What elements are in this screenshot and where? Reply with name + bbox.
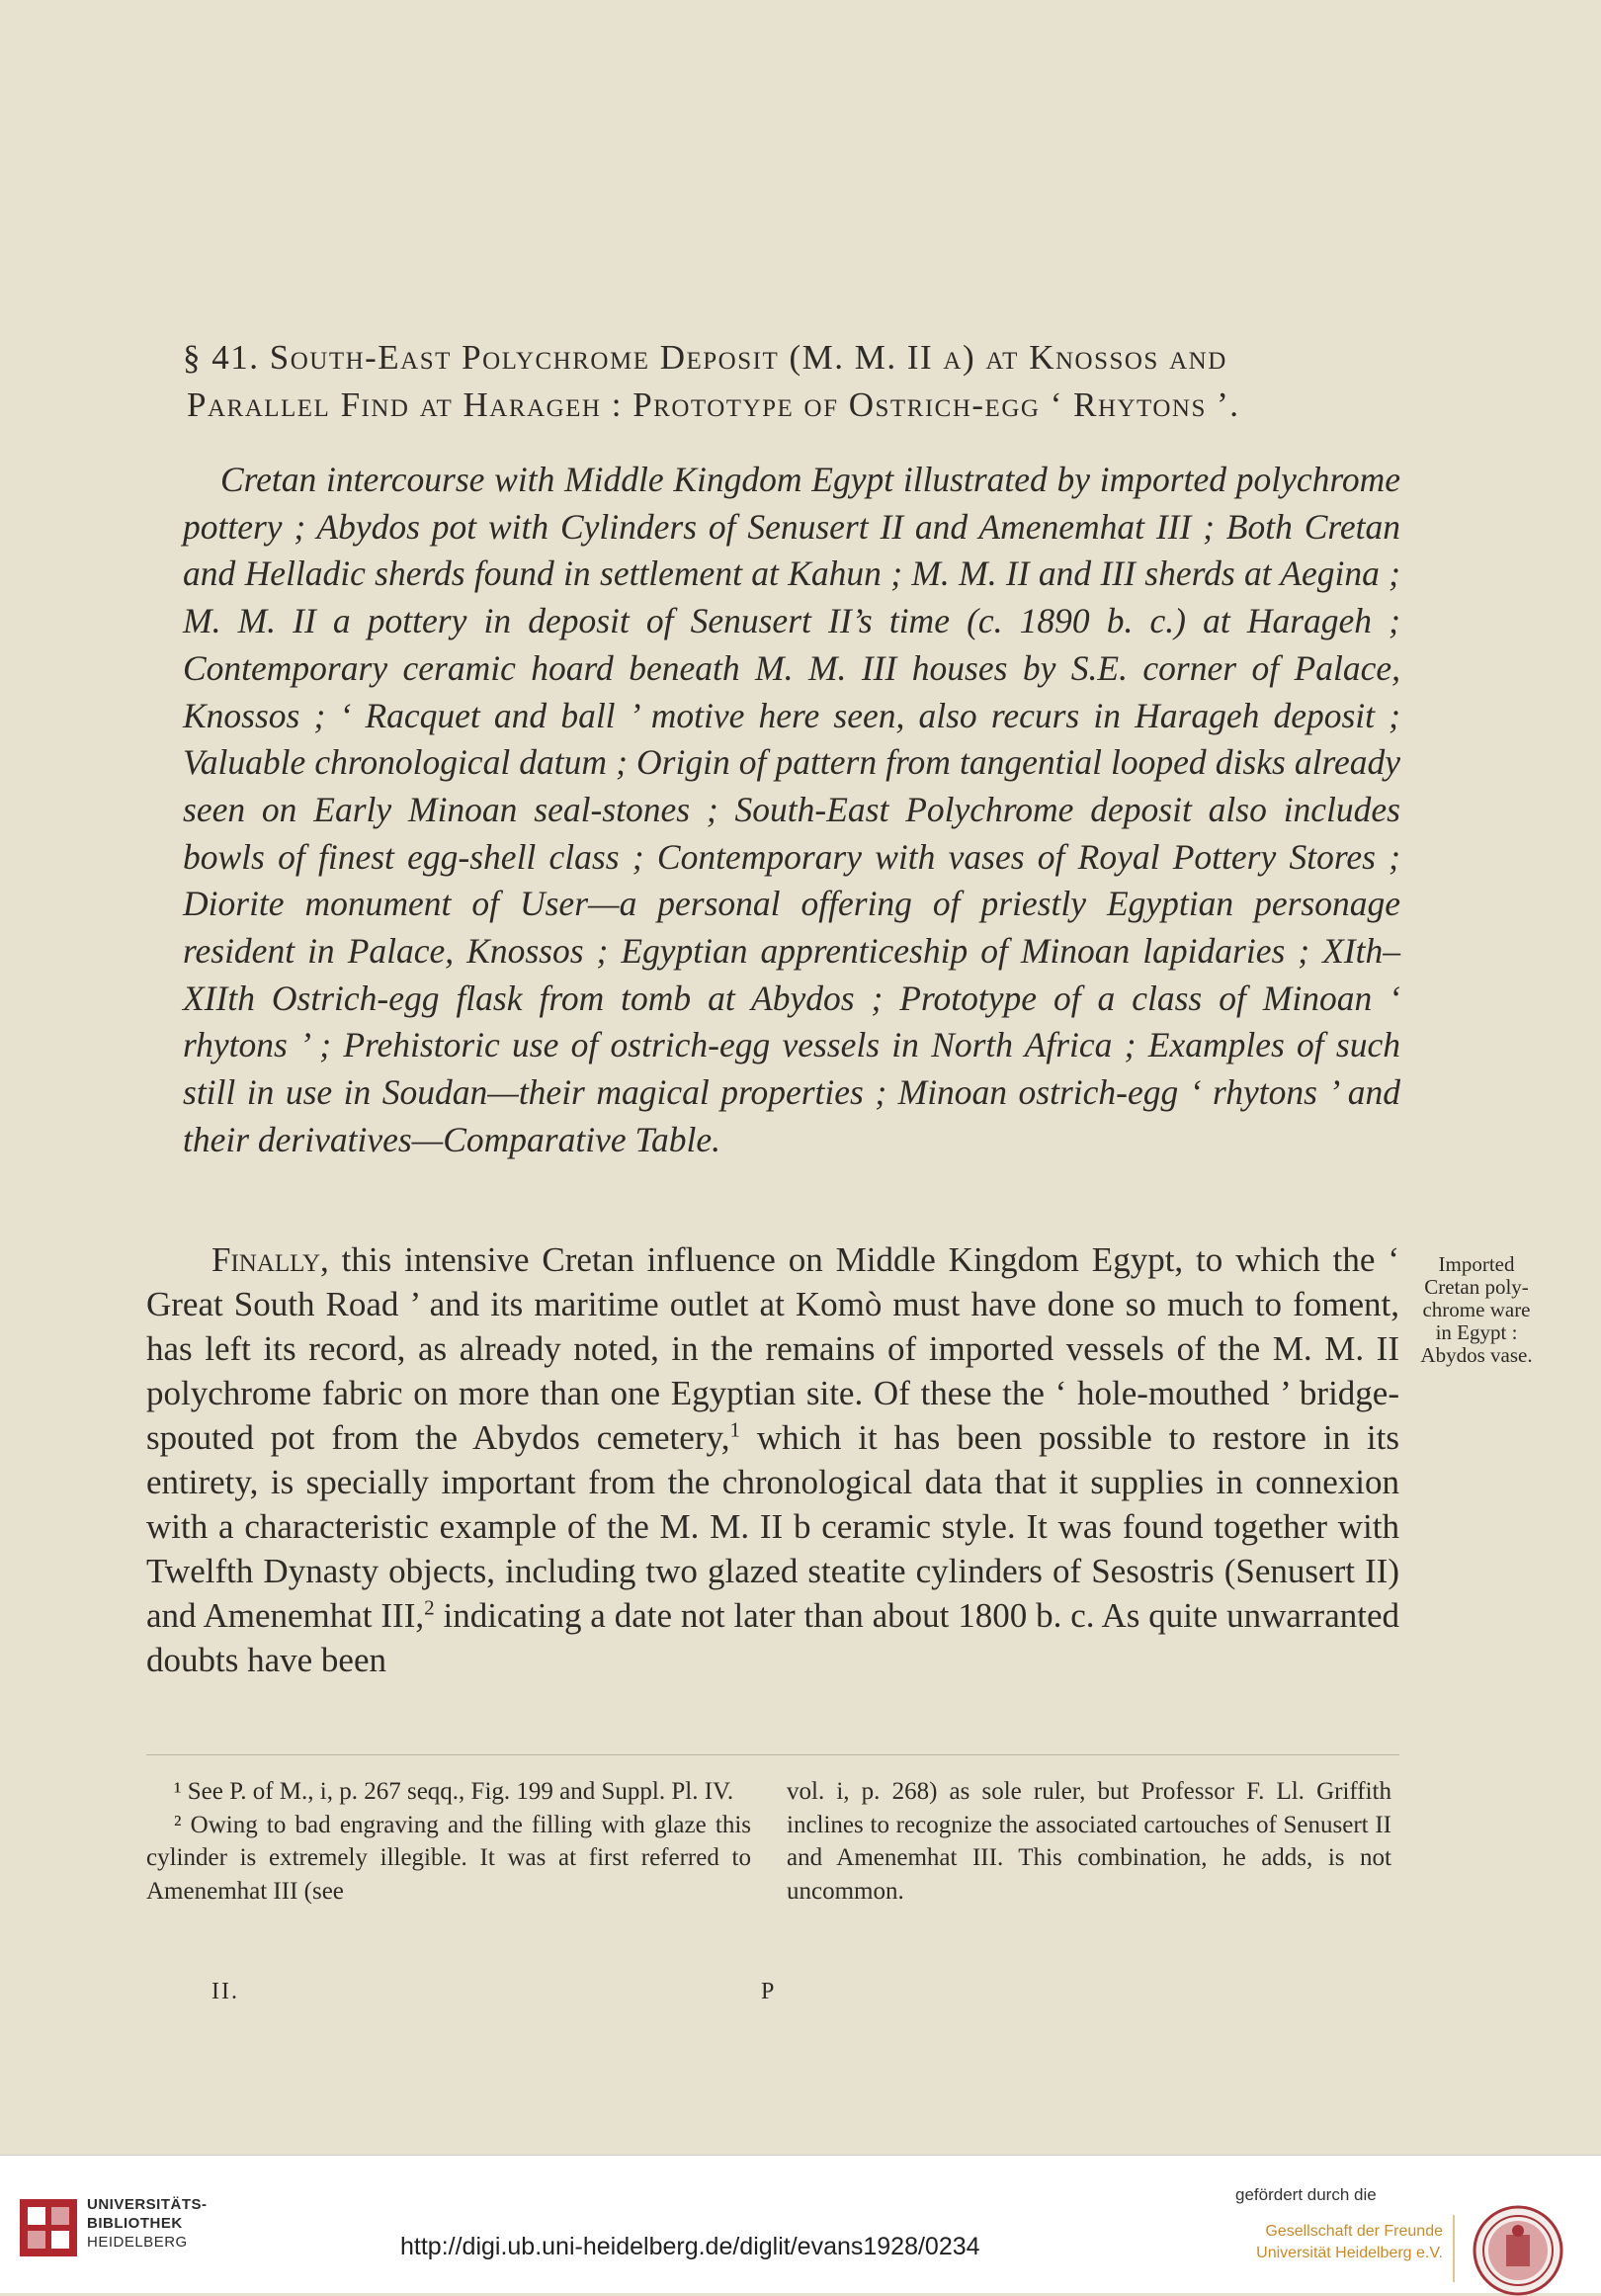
heading-line-2: Parallel Find at Harageh : Prototype of Ostrich-egg ‘ Rhytons ’. bbox=[187, 385, 1240, 424]
footnote-divider bbox=[146, 1754, 1399, 1755]
body-part-1: this intensive Cretan influence on Middle Kingdom Egypt, to which the ‘ Great South Road ’ and its maritime outlet at Komò must have done so much to foment, has left its record, as already noted, in the remains of imported vessels of the M. M. II polychrome fabric on more than one Egyptian site. Of these the ‘ hole-mouthed ’ bridge-spouted pot from the Abydos cemetery, bbox=[146, 1240, 1399, 1457]
sponsor-line-1: Gesellschaft der Freunde bbox=[1265, 2223, 1443, 2240]
body-paragraph bbox=[146, 1237, 1399, 1682]
section-summary: Cretan intercourse with Middle Kingdom Egypt illustrated by imported polychrome pottery ; Abydos pot with Cylinders of Senusert II and Amenemhat III ; Both Cretan and Helladic sherds found in settlement at Kahun ; M. M. II and III sherds at Aegina ; M. M. II a pottery in deposit of Senusert II’s time (c. 1890 b. c.) at Harageh ; Contemporary ceramic hoard beneath M. M. III houses by S.E. corner of Palace, Knossos ; ‘ Racquet and ball ’ motive here seen, also recurs in Harageh deposit ; Valuable chronological datum ; Origin of pattern from tangential looped disks already seen on Early Minoan seal-stones ; South-East Polychrome deposit also includes bowls of finest egg-shell class ; Contemporary with vases of Royal Pottery Stores ; Diorite monument of User—a personal offering of priestly Egyptian personage resident in Palace, Knossos ; Egyptian apprenticeship of Minoan lapidaries ; XIth–XIIth Ostrich-egg flask from tomb at Abydos ; Prototype of a class of Minoan ‘ rhytons ’ ; Prehistoric use of ostrich-egg vessels in North Africa ; Examples of such still in use in Soudan—their magical properties ; Minoan ostrich-egg ‘ rhytons ’ and their derivatives—Comparative Table. bbox=[183, 460, 1400, 1159]
library-name-line-2: BIBLIOTHEK bbox=[87, 2215, 183, 2232]
body-part-3: indicating a date not later than about 1800 b. c. As quite unwarranted doubts have been bbox=[146, 1596, 1399, 1679]
university-seal-icon[interactable] bbox=[1473, 2205, 1563, 2296]
signature-letter: P bbox=[761, 1979, 777, 2004]
footnote-2-continued: vol. i, p. 268) as sole ruler, but Professor F. Ll. Griffith inclines to recognize the associated cartouches of Senusert II and Amenemhat III. This combination, he adds, is not uncommon. bbox=[787, 1778, 1391, 1905]
body-part-2: which it has been possible to restore in its entirety, is specially important from the chronological data that it supplies in connexion with a characteristic example of the M. M. II b ceramic style. It was found together with Twelfth Dynasty objects, including two glazed steatite cylinders of Sesostris (Senusert II) and Amenemhat III, bbox=[146, 1418, 1399, 1635]
heading-line-1: § 41. South-East Polychrome Deposit (M. M. II a) at Knossos and bbox=[183, 338, 1227, 377]
signature-volume: II. bbox=[211, 1979, 239, 2004]
permalink-url[interactable]: http://digi.ub.uni-heidelberg.de/diglit/evans1928/0234 bbox=[400, 2233, 980, 2260]
funded-by-label: gefördert durch die bbox=[1235, 2185, 1377, 2204]
margin-note: Imported Cretan poly-chrome ware in Egypt : Abydos vase. bbox=[1420, 1252, 1533, 1367]
body-lead: Finally, bbox=[211, 1240, 329, 1279]
footnote-ref-2[interactable]: 2 bbox=[424, 1595, 435, 1620]
footnote-column-left bbox=[146, 1775, 751, 1908]
footnote-2: ² Owing to bad engraving and the filling with glaze this cylinder is extremely illegible. It was at first referred to Amenemhat III (see bbox=[146, 1811, 751, 1905]
library-logo-icon[interactable] bbox=[20, 2199, 77, 2256]
library-name-line-3: HEIDELBERG bbox=[87, 2234, 188, 2251]
section-heading bbox=[183, 334, 1400, 429]
footer-divider bbox=[1453, 2215, 1455, 2282]
sponsor-name[interactable] bbox=[1225, 2221, 1443, 2264]
library-name bbox=[87, 2195, 208, 2252]
footnote-1: ¹ See P. of M., i, p. 267 seqq., Fig. 199 and Suppl. Pl. IV. bbox=[174, 1778, 734, 1805]
footer-bar bbox=[0, 2155, 1601, 2293]
library-name-line-1: UNIVERSITÄTS- bbox=[87, 2196, 208, 2213]
footnote-ref-1[interactable]: 1 bbox=[729, 1417, 740, 1442]
footnote-column-right bbox=[787, 1775, 1391, 1908]
sponsor-line-2: Universität Heidelberg e.V. bbox=[1256, 2245, 1443, 2261]
